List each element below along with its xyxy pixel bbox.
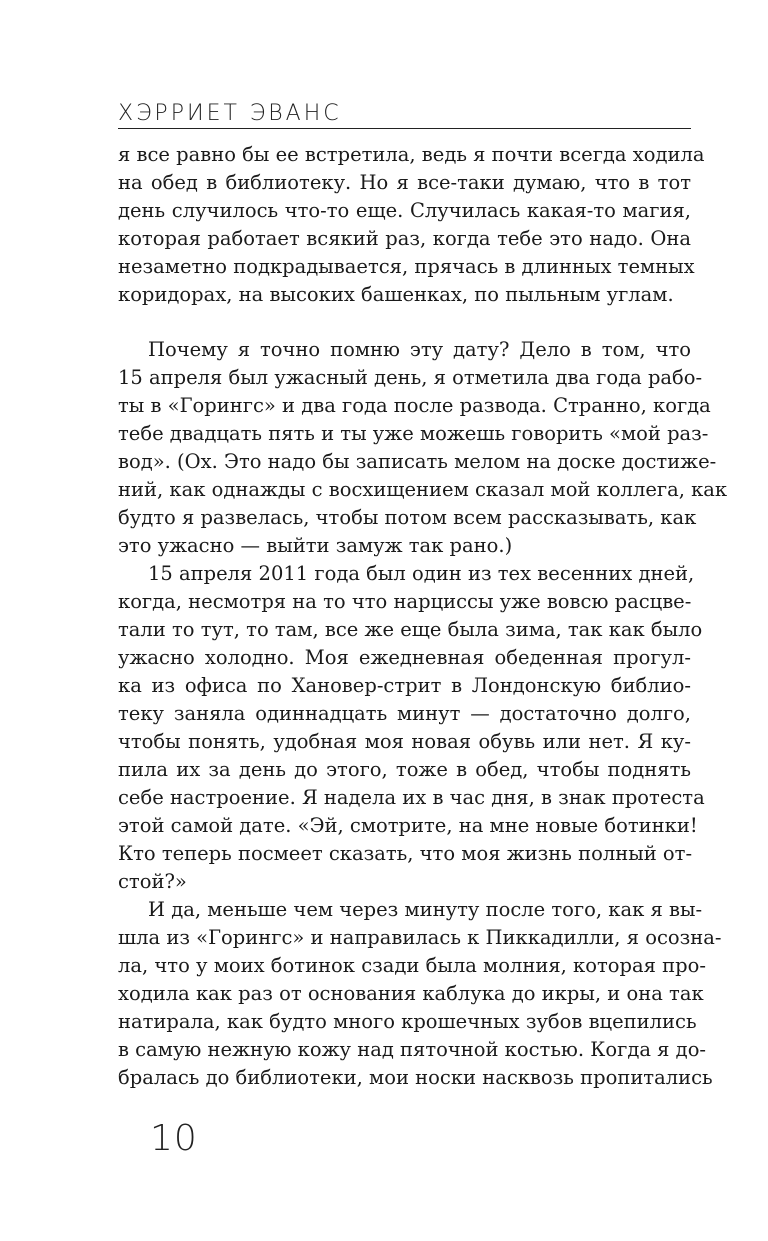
text-line: когда, несмотря на то что нарциссы уже вовсю расцве- — [118, 590, 692, 613]
text-line: И да, меньше чем через минуту после того, как я вы- — [148, 898, 703, 921]
section-break — [118, 309, 691, 336]
paragraph-1 — [118, 141, 705, 309]
text-line: этой самой дате. «Эй, смотрите, на мне новые ботинки! — [118, 814, 698, 837]
text-line: Кто теперь посмеет сказать, что моя жизнь полный от- — [118, 842, 693, 865]
text-line: будто я развелась, чтобы потом всем рассказывать, как — [118, 506, 697, 529]
running-head-author: ХЭРРИЕТ ЭВАНС — [118, 101, 342, 126]
body-text — [118, 141, 728, 1092]
text-line: натирала, как будто много крошечных зубов вцепились — [118, 1010, 697, 1033]
text-line: 15 апреля был ужасный день, я отметила два года рабо- — [118, 366, 703, 389]
text-line: ла, что у моих ботинок сзади была молния, которая про- — [118, 954, 706, 977]
text-line: незаметно подкрадывается, прячась в длинных темных — [118, 255, 695, 278]
paragraph-3 — [118, 560, 705, 896]
text-line: ходила как раз от основания каблука до икры, и она так — [118, 982, 704, 1005]
text-line: день случилось что-то еще. Случилась какая-то магия, — [118, 199, 691, 222]
text-line: это ужасно — выйти замуж так рано.) — [118, 534, 513, 557]
header-rule — [118, 128, 691, 129]
text-line: себе настроение. Я надела их в час дня, в знак протеста — [118, 786, 705, 809]
text-line: ты в «Горингс» и два года после развода. Странно, когда — [118, 394, 711, 417]
text-line: ка из офиса по Хановер-стрит в Лондонскую библио- — [118, 674, 691, 697]
text-line: теку заняла одиннадцать минут — достаточно долго, — [118, 702, 691, 725]
text-line: Почему я точно помню эту дату? Дело в том, что — [148, 338, 691, 361]
text-line: которая работает всякий раз, когда тебе это надо. Она — [118, 227, 691, 250]
text-line: шла из «Горингс» и направилась к Пиккадилли, я осозна- — [118, 926, 722, 949]
text-line: коридорах, на высоких башенках, по пыльным углам. — [118, 283, 674, 306]
text-line: тали то тут, то там, все же еще была зима, так как было — [118, 618, 703, 641]
text-line: чтобы понять, удобная моя новая обувь или нет. Я ку- — [118, 730, 691, 753]
text-line: я все равно бы ее встретила, ведь я почти всегда ходила — [118, 143, 705, 166]
paragraph-2 — [118, 336, 728, 560]
text-line: пила их за день до этого, тоже в обед, чтобы поднять — [118, 758, 691, 781]
text-line: вод». (Ох. Это надо бы записать мелом на доске достиже- — [118, 450, 717, 473]
text-line: тебе двадцать пять и ты уже можешь говорить «мой раз- — [118, 422, 709, 445]
page-number: 10 — [150, 1118, 198, 1159]
paragraph-4 — [118, 896, 722, 1092]
text-line: на обед в библиотеку. Но я все-таки думаю, что в тот — [118, 171, 691, 194]
text-line: бралась до библиотеки, мои носки насквозь пропитались — [118, 1066, 713, 1089]
text-line: в самую нежную кожу над пяточной костью. Когда я до- — [118, 1038, 707, 1061]
text-line: 15 апреля 2011 года был один из тех весенних дней, — [148, 562, 695, 585]
text-line: стой?» — [118, 870, 187, 893]
text-line: ужасно холодно. Моя ежедневная обеденная прогул- — [118, 646, 691, 669]
text-line: ний, как однажды с восхищением сказал мой коллега, как — [118, 478, 728, 501]
